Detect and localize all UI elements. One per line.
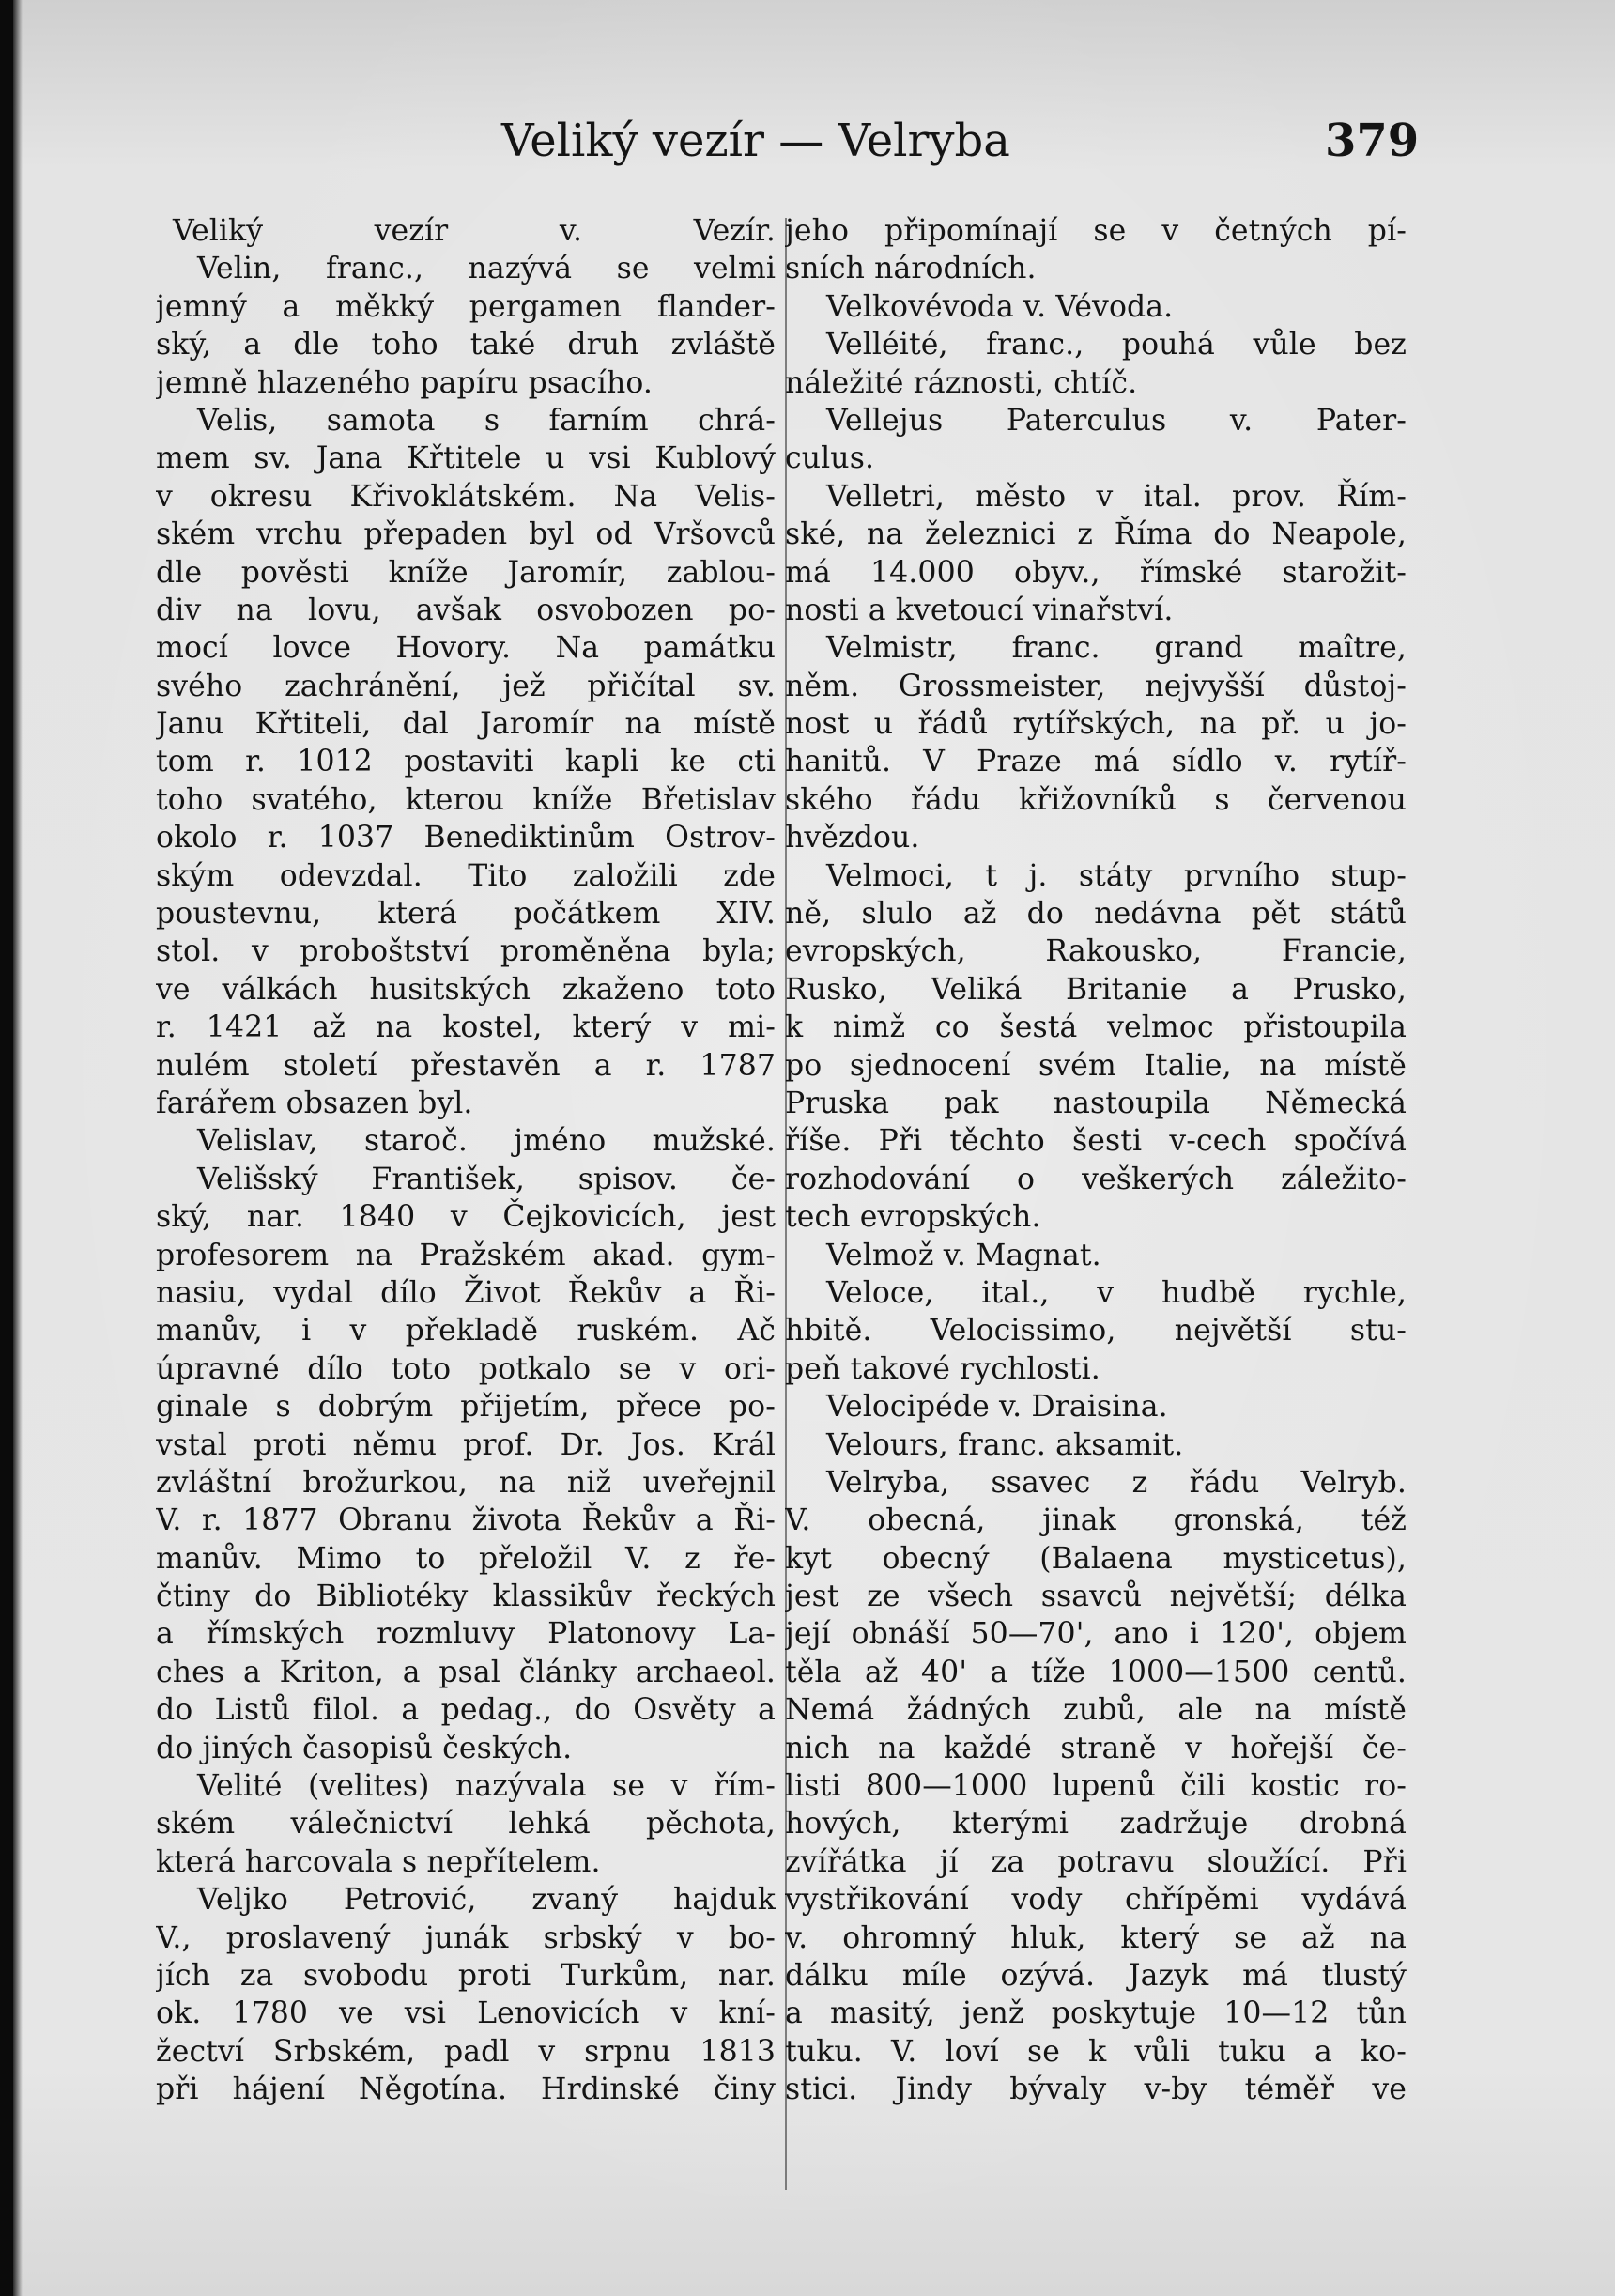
text-line: její obnáší 50—70', ano i 120', objem: [785, 1617, 1407, 1652]
text-line: po sjednocení svém Italie, na místě: [785, 1048, 1407, 1083]
text-line: Velmistr, franc. grand maître,: [826, 631, 1407, 666]
text-line: Vellejus Paterculus v. Pater-: [826, 403, 1407, 438]
text-line: listi 800—1000 lupenů čili kostic ro-: [785, 1769, 1407, 1804]
page-number: 379: [1325, 115, 1420, 167]
text-line: zvířátka jí za potravu sloužící. Při: [785, 1844, 1407, 1879]
text-line: čtiny do Bibliotéky klassikův řeckých: [156, 1579, 776, 1614]
text-line: říše. Při těchto šesti v-cech spočívá: [785, 1124, 1407, 1159]
text-line: úpravné dílo toto potkalo se v ori-: [156, 1351, 776, 1386]
text-line: poustevnu, která počátkem XIV.: [156, 897, 776, 932]
text-line: nich na každé straně v hořejší če-: [785, 1731, 1407, 1765]
text-line: ský, a dle toho také druh zvláště: [156, 328, 776, 362]
text-line: ským odevzdal. Tito založili zde: [156, 858, 776, 893]
text-line: Velmoci, t j. státy prvního stup-: [826, 858, 1407, 893]
text-line: profesorem na Pražském akad. gym-: [156, 1238, 776, 1272]
running-title: Veliký vezír — Velryba: [501, 115, 1010, 167]
text-line: Velišský František, spisov. če-: [197, 1162, 776, 1196]
text-line: náležité ráznosti, chtíč.: [785, 365, 1138, 400]
text-line: ok. 1780 ve vsi Lenovicích v kní-: [156, 1996, 776, 2031]
text-line: jemný a měkký pergamen flander-: [156, 289, 776, 324]
text-line: ně, slulo až do nedávna pět států: [785, 897, 1407, 932]
text-line: Pruska pak nastoupila Německá: [785, 1086, 1407, 1120]
text-line: div na lovu, avšak osvobozen po-: [156, 593, 776, 627]
text-line: Velkovévoda v. Vévoda.: [826, 289, 1174, 324]
text-line: V. obecná, jinak gronská, též: [785, 1503, 1407, 1538]
text-line: Velours, franc. aksamit.: [826, 1427, 1184, 1462]
text-line: mem sv. Jana Křtitele u vsi Kublový: [156, 441, 776, 476]
text-line: jeho připomínají se v četných pí-: [785, 214, 1407, 248]
text-line: nasiu, vydal dílo Život Řekův a Ři-: [156, 1275, 776, 1310]
text-line: žectví Srbském, padl v srpnu 1813: [156, 2034, 776, 2069]
text-line: tech evropských.: [785, 1200, 1041, 1235]
text-line: hanitů. V Praze má sídlo v. rytíř-: [785, 745, 1407, 779]
text-line: ském vrchu přepaden byl od Vršovců: [156, 517, 776, 552]
text-line: ve válkách husitských zkaženo toto: [156, 972, 776, 1007]
text-line: culus.: [785, 441, 875, 476]
text-line: Velin, franc., nazývá se velmi: [197, 252, 776, 286]
text-line: manův. Mimo to přeložil V. z ře-: [156, 1541, 776, 1576]
left-column: [156, 212, 776, 2109]
text-line: Janu Křtiteli, dal Jaromír na místě: [156, 707, 776, 742]
text-line: V. r. 1877 Obranu života Řekův a Ři-: [156, 1503, 776, 1538]
text-line: Velis, samota s farním chrá-: [197, 403, 776, 438]
text-line: k nimž co šestá velmoc přistoupila: [785, 1010, 1407, 1045]
text-line: těla až 40' a tíže 1000—1500 centů.: [785, 1655, 1407, 1689]
text-line: jích za svobodu proti Turkům, nar.: [156, 1958, 776, 1993]
text-line: Velité (velites) nazývala se v řím-: [197, 1769, 776, 1804]
text-line: kyt obecný (Balaena mysticetus),: [785, 1541, 1407, 1576]
text-line: Velocipéde v. Draisina.: [826, 1390, 1168, 1425]
text-line: Velryba, ssavec z řádu Velryb.: [826, 1465, 1407, 1500]
text-line: ském válečnictví lehká pěchota,: [156, 1807, 776, 1841]
text-line: hových, kterými zadržuje drobná: [785, 1807, 1407, 1841]
text-line: svého zachránění, jež přičítal sv.: [156, 669, 776, 703]
text-line: manův, i v překladě ruském. Ač: [156, 1314, 776, 1348]
text-line: Velléité, franc., pouhá vůle bez: [826, 328, 1407, 362]
text-line: peň takové rychlosti.: [785, 1351, 1100, 1386]
text-line: do jiných časopisů českých.: [156, 1731, 573, 1765]
text-line: nosti a kvetoucí vinařství.: [785, 593, 1174, 627]
right-column: [785, 212, 1407, 2109]
text-line: evropských, Rakousko, Francie,: [785, 934, 1407, 969]
text-line: ský, nar. 1840 v Čejkovicích, jest: [156, 1200, 776, 1235]
text-line: Velislav, staroč. jméno mužské.: [197, 1124, 776, 1159]
page-edge-shadow: [13, 0, 23, 2296]
text-line: hbitě. Velocissimo, největší stu-: [785, 1314, 1407, 1348]
text-line: dálku míle ozývá. Jazyk má tlustý: [785, 1958, 1407, 1993]
text-line: r. 1421 až na kostel, který v mi-: [156, 1010, 776, 1045]
text-line: do Listů filol. a pedag., do Osvěty a: [156, 1693, 776, 1728]
text-line: něm. Grossmeister, nejvyšší důstoj-: [785, 669, 1407, 703]
text-line: která harcovala s nepřítelem.: [156, 1844, 601, 1879]
text-line: Veljko Petrović, zvaný hajduk: [197, 1883, 776, 1918]
text-line: nulém století přestavěn a r. 1787: [156, 1048, 776, 1083]
text-line: Nemá žádných zubů, ale na místě: [785, 1693, 1407, 1728]
text-line: nost u řádů rytířských, na př. u jo-: [785, 707, 1407, 742]
text-line: hvězdou.: [785, 821, 920, 855]
text-line: toho svatého, kterou kníže Břetislav: [156, 782, 776, 817]
text-line: mocí lovce Hovory. Na památku: [156, 631, 776, 666]
text-line: vstal proti němu prof. Dr. Jos. Král: [156, 1427, 776, 1462]
text-line: v okresu Křivoklátském. Na Velis-: [156, 479, 776, 514]
text-line: má 14.000 obyv., římské starožit-: [785, 555, 1407, 590]
text-line: ské, na železnici z Říma do Neapole,: [785, 517, 1407, 552]
text-line: a masitý, jenž poskytuje 10—12 tůn: [785, 1996, 1407, 2031]
text-line: tom r. 1012 postaviti kapli ke cti: [156, 745, 776, 779]
text-line: stol. v proboštství proměněna byla;: [156, 934, 776, 969]
text-line: při hájení Něgotína. Hrdinské činy: [156, 2073, 776, 2107]
text-line: dle pověsti kníže Jaromír, zablou-: [156, 555, 776, 590]
text-line: farářem obsazen byl.: [156, 1086, 473, 1120]
text-line: ginale s dobrým přijetím, přece po-: [156, 1390, 776, 1425]
text-line: rozhodování o veškerých záležito-: [785, 1162, 1407, 1196]
text-line: Velletri, město v ital. prov. Řím-: [826, 479, 1407, 514]
text-line: zvláštní brožurkou, na niž uveřejnil: [156, 1465, 776, 1500]
text-line: Veliký vezír v. Vezír.: [173, 214, 776, 248]
text-line: jemně hlazeného papíru psacího.: [156, 365, 653, 400]
text-line: vystřikování vody chřípěmi vydává: [785, 1883, 1407, 1918]
text-line: jest ze všech ssavců největší; délka: [785, 1579, 1407, 1614]
book-page: [13, 0, 1615, 2296]
text-line: stici. Jindy bývaly v-by téměř ve: [785, 2073, 1407, 2107]
text-line: ského řádu křižovníků s červenou: [785, 782, 1407, 817]
text-line: v. ohromný hluk, který se až na: [785, 1920, 1407, 1955]
page-header: [13, 113, 1615, 178]
text-line: tuku. V. loví se k vůli tuku a ko-: [785, 2034, 1407, 2069]
text-line: okolo r. 1037 Benediktinům Ostrov-: [156, 821, 776, 855]
text-line: ches a Kriton, a psal články archaeol.: [156, 1655, 776, 1689]
text-line: sních národních.: [785, 252, 1037, 286]
text-line: Veloce, ital., v hudbě rychle,: [826, 1275, 1407, 1310]
text-line: Rusko, Veliká Britanie a Prusko,: [785, 972, 1407, 1007]
text-line: V., proslavený junák srbský v bo-: [156, 1920, 776, 1955]
text-line: a římských rozmluvy Platonovy La-: [156, 1617, 776, 1652]
text-line: Velmož v. Magnat.: [826, 1238, 1101, 1272]
